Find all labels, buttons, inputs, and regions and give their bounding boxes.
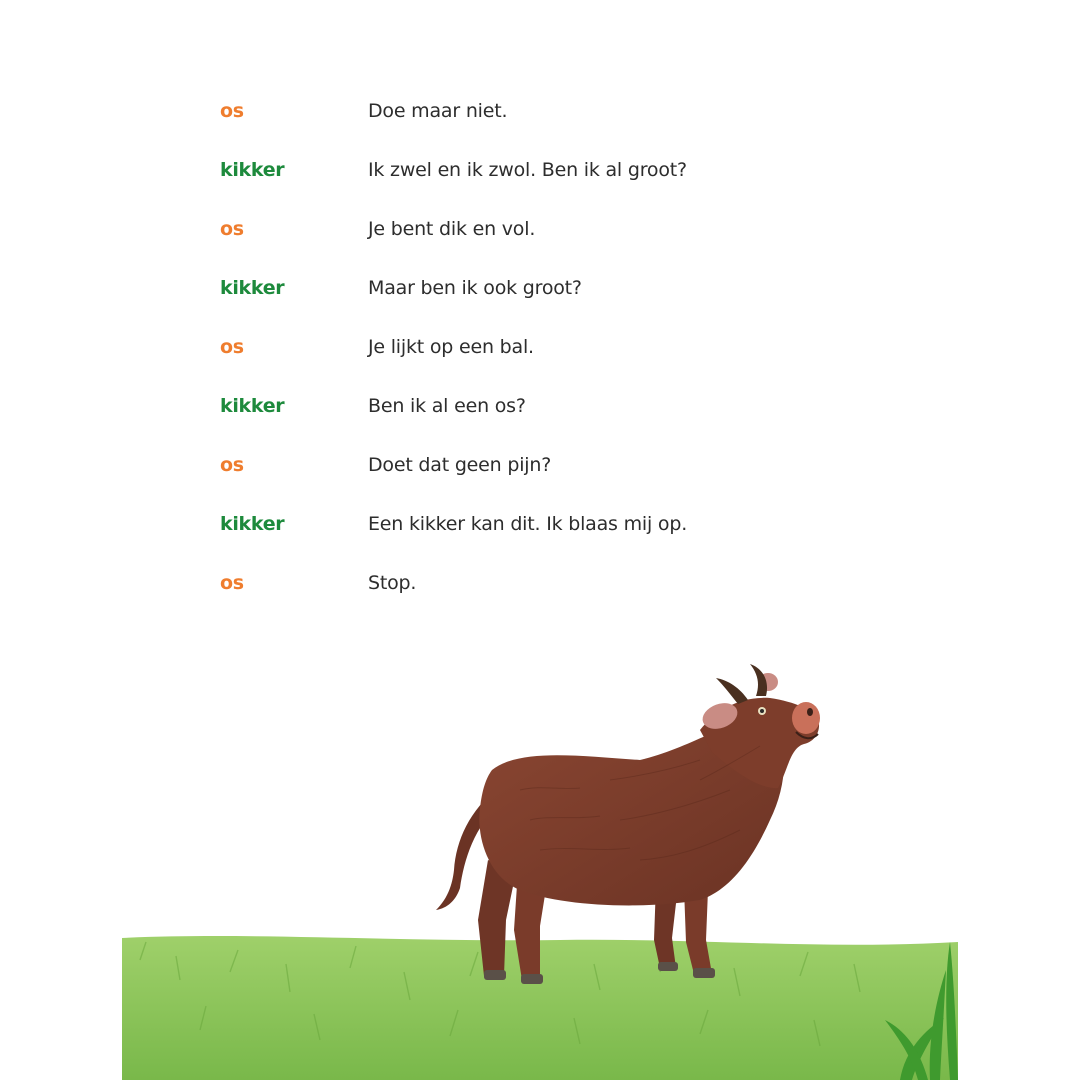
scene-svg <box>0 620 1080 1080</box>
speaker-label: os <box>220 100 244 122</box>
dialogue-text: Stop. <box>368 572 417 594</box>
speaker-label: os <box>220 336 244 358</box>
dialogue-line <box>0 504 1080 544</box>
speaker-label: os <box>220 454 244 476</box>
dialogue-line <box>0 150 1080 190</box>
dialogue-text: Een kikker kan dit. Ik blaas mij op. <box>368 513 688 535</box>
speaker-label: kikker <box>220 159 285 181</box>
dialogue-text: Ik zwel en ik zwol. Ben ik al groot? <box>368 159 687 181</box>
dialogue-text: Doe maar niet. <box>368 100 508 122</box>
speaker-label: kikker <box>220 395 285 417</box>
dialogue-line <box>0 327 1080 367</box>
dialogue-line <box>0 445 1080 485</box>
dialogue-line <box>0 563 1080 603</box>
dialogue-text: Je bent dik en vol. <box>368 218 536 240</box>
ox-illustration <box>436 664 820 984</box>
dialogue-line <box>0 268 1080 308</box>
illustration <box>0 620 1080 1080</box>
dialogue-line <box>0 209 1080 249</box>
speaker-label: kikker <box>220 513 285 535</box>
dialogue-text: Maar ben ik ook groot? <box>368 277 582 299</box>
speaker-label: kikker <box>220 277 285 299</box>
speaker-label: os <box>220 218 244 240</box>
dialogue-text: Je lijkt op een bal. <box>368 336 534 358</box>
dialogue-text: Ben ik al een os? <box>368 395 526 417</box>
dialogue-text: Doet dat geen pijn? <box>368 454 552 476</box>
dialogue-line <box>0 386 1080 426</box>
dialogue-line <box>0 91 1080 131</box>
speaker-label: os <box>220 572 244 594</box>
